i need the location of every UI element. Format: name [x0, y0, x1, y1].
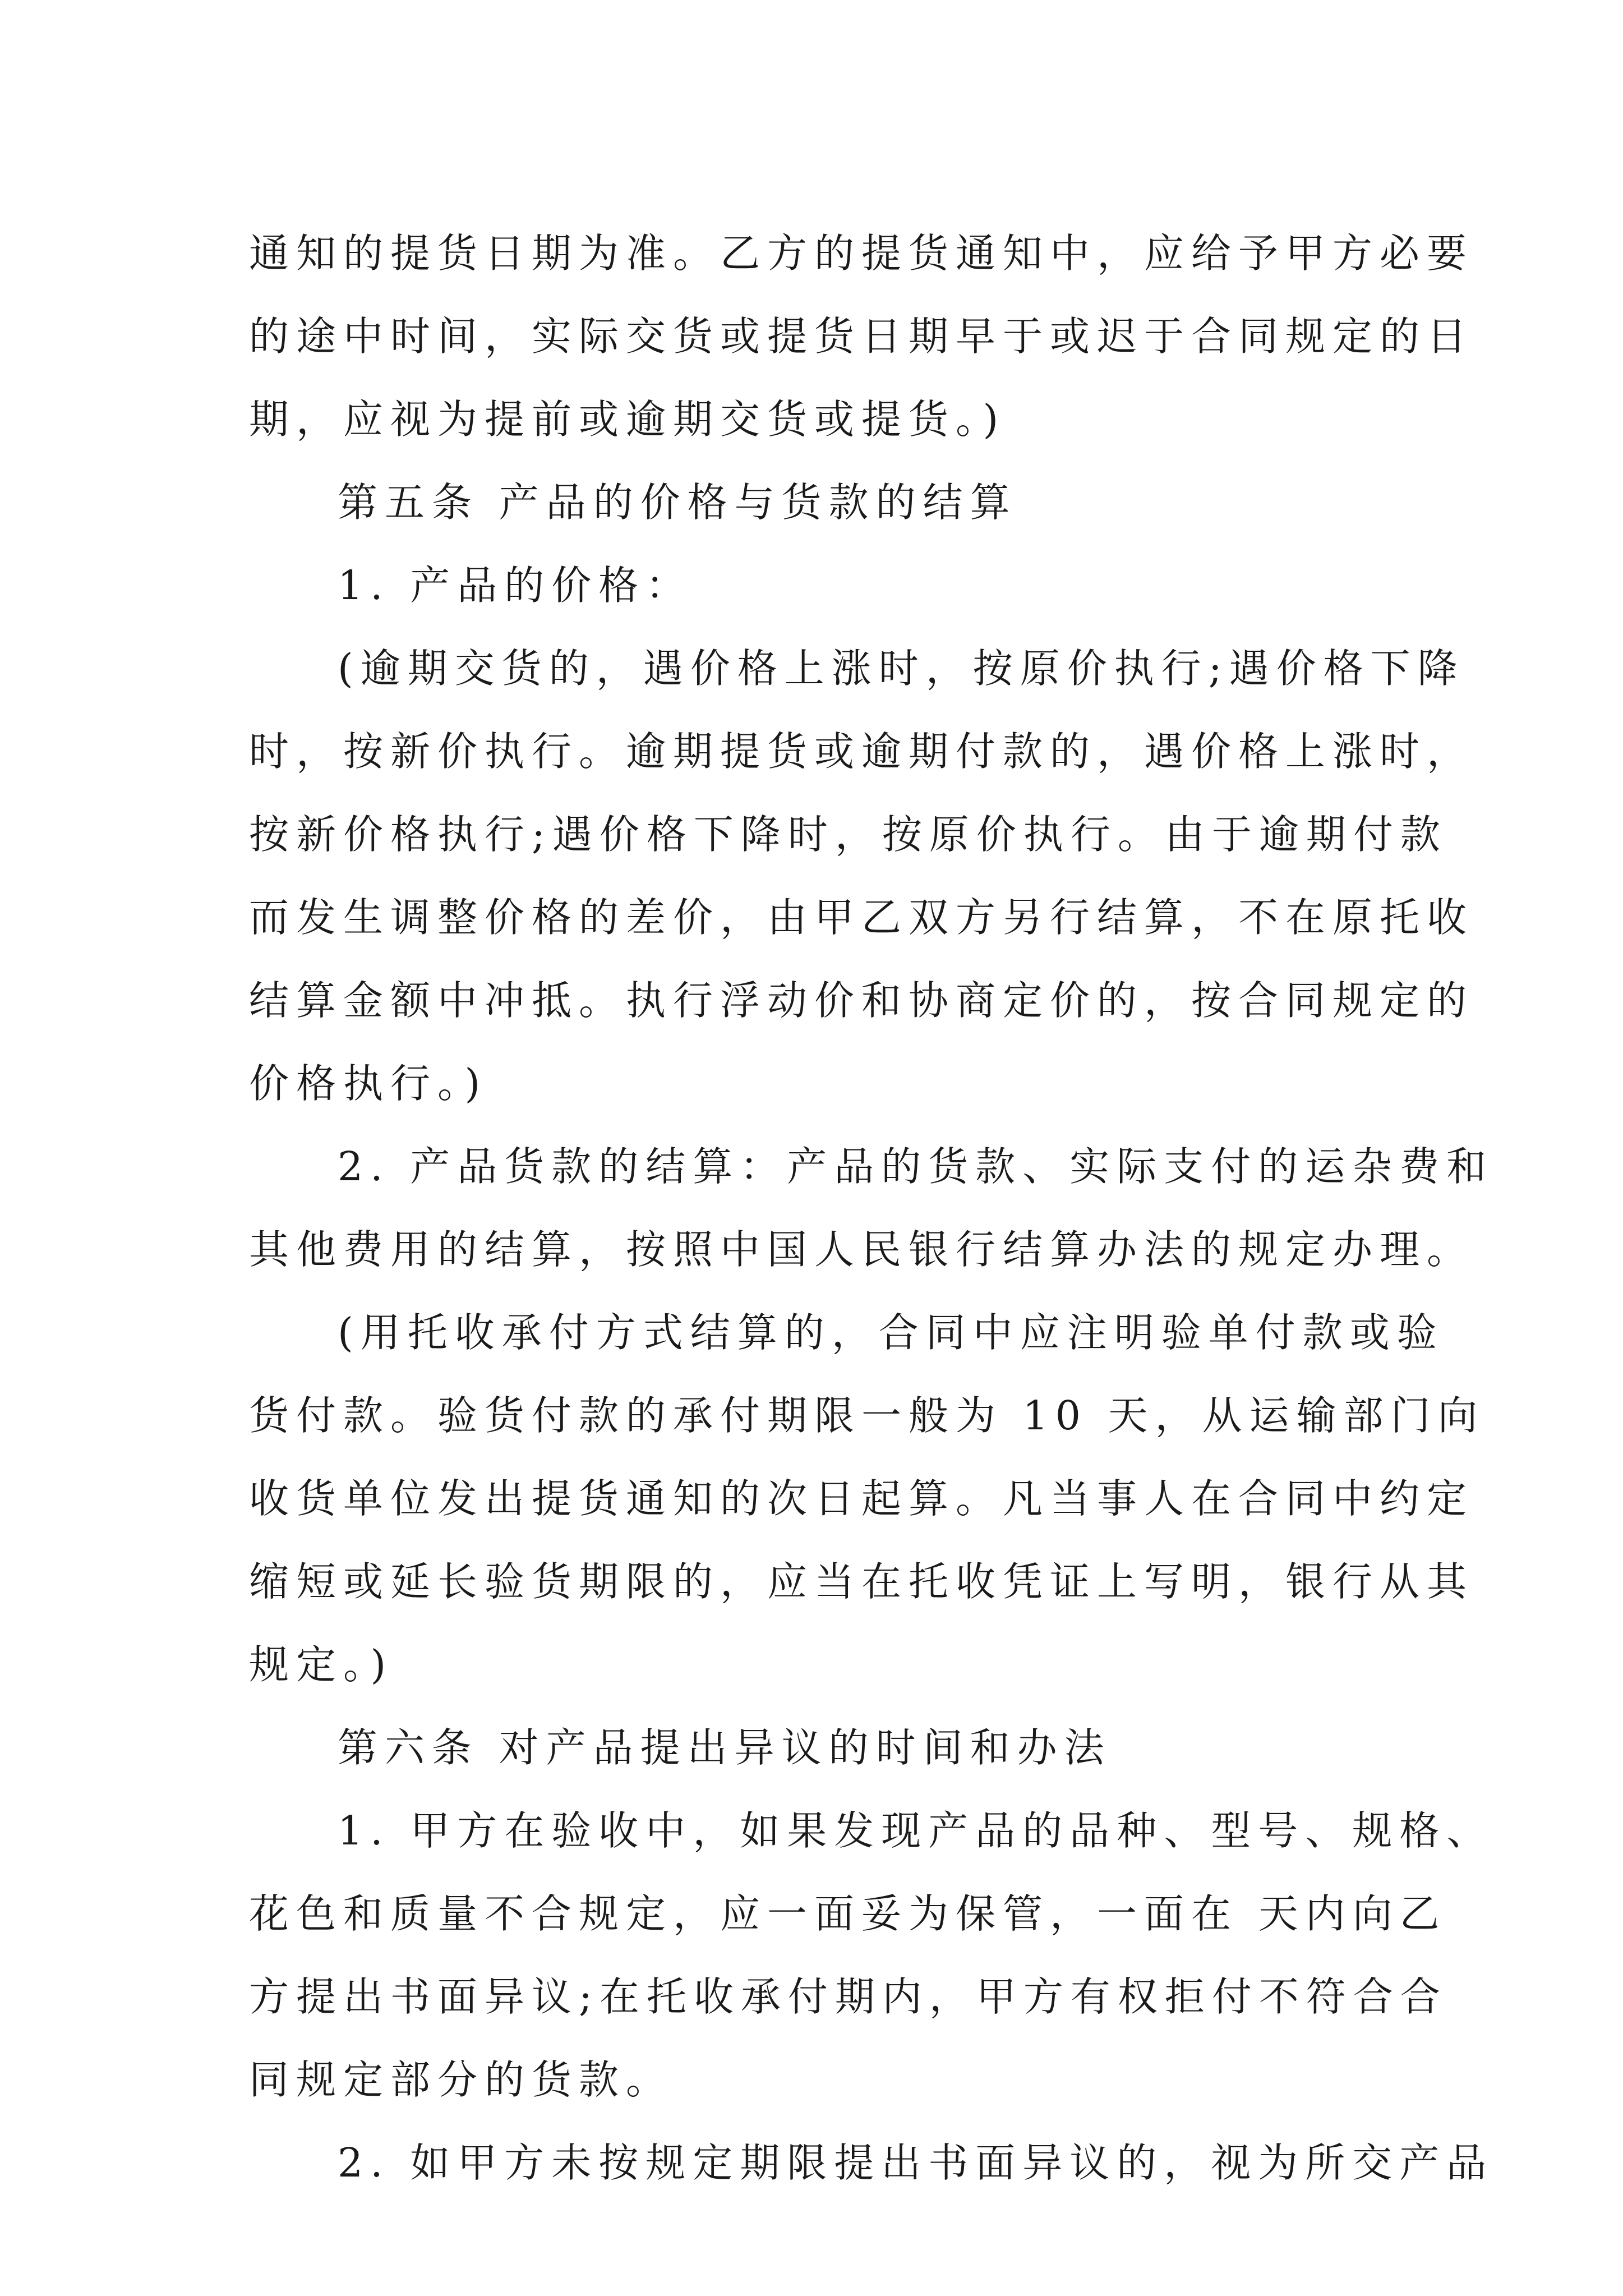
- article-heading: 第六条 对产品提出异议的时间和办法: [338, 1724, 1112, 1771]
- text-line: (用托收承付方式结算的，合同中应注明验单付款或验: [338, 1309, 1444, 1356]
- text-line: 期，应视为提前或逾期交货或提货。): [249, 396, 1006, 443]
- text-line: 价格执行。): [249, 1060, 488, 1107]
- text-line: 按新价格执行;遇价格下降时，按原价执行。由于逾期付款: [249, 811, 1447, 858]
- article-heading: 第五条 产品的价格与货款的结算: [338, 479, 1017, 526]
- text-line: 同规定部分的货款。: [249, 2056, 674, 2103]
- text-line: 其他费用的结算，按照中国人民银行结算办法的规定办理。: [249, 1226, 1474, 1273]
- text-line: 时，按新价执行。逾期提货或逾期付款的，遇价格上涨时，: [249, 728, 1474, 775]
- text-line: 的途中时间，实际交货或提货日期早于或迟于合同规定的日: [249, 313, 1474, 360]
- text-line: 缩短或延长验货期限的，应当在托收凭证上写明，银行从其: [249, 1558, 1474, 1605]
- text-line: 货付款。验货付款的承付期限一般为 10 天，从运输部门向: [249, 1392, 1485, 1439]
- text-line: 结算金额中冲抵。执行浮动价和协商定价的，按合同规定的: [249, 977, 1474, 1024]
- text-line: 通知的提货日期为准。乙方的提货通知中，应给予甲方必要: [249, 230, 1474, 277]
- text-line: 规定。): [249, 1641, 394, 1688]
- clause-heading: 1. 甲方在验收中，如果发现产品的品种、型号、规格、: [338, 1807, 1494, 1854]
- text-line: 收货单位发出提货通知的次日起算。凡当事人在合同中约定: [249, 1475, 1474, 1522]
- clause-heading: 2. 产品货款的结算：产品的货款、实际支付的运杂费和: [338, 1143, 1494, 1190]
- text-line: 而发生调整价格的差价，由甲乙双方另行结算，不在原托收: [249, 894, 1474, 941]
- text-line: 方提出书面异议;在托收承付期内，甲方有权拒付不符合合: [249, 1973, 1447, 2020]
- text-line: 花色和质量不合规定，应一面妥为保管，一面在 天内向乙: [249, 1890, 1447, 1937]
- clause-heading: 2. 如甲方未按规定期限提出书面异议的，视为所交产品: [338, 2139, 1494, 2186]
- clause-heading: 1. 产品的价格：: [338, 562, 693, 609]
- text-line: (逾期交货的，遇价格上涨时，按原价执行;遇价格下降: [338, 645, 1465, 692]
- document-body: [249, 212, 1494, 2205]
